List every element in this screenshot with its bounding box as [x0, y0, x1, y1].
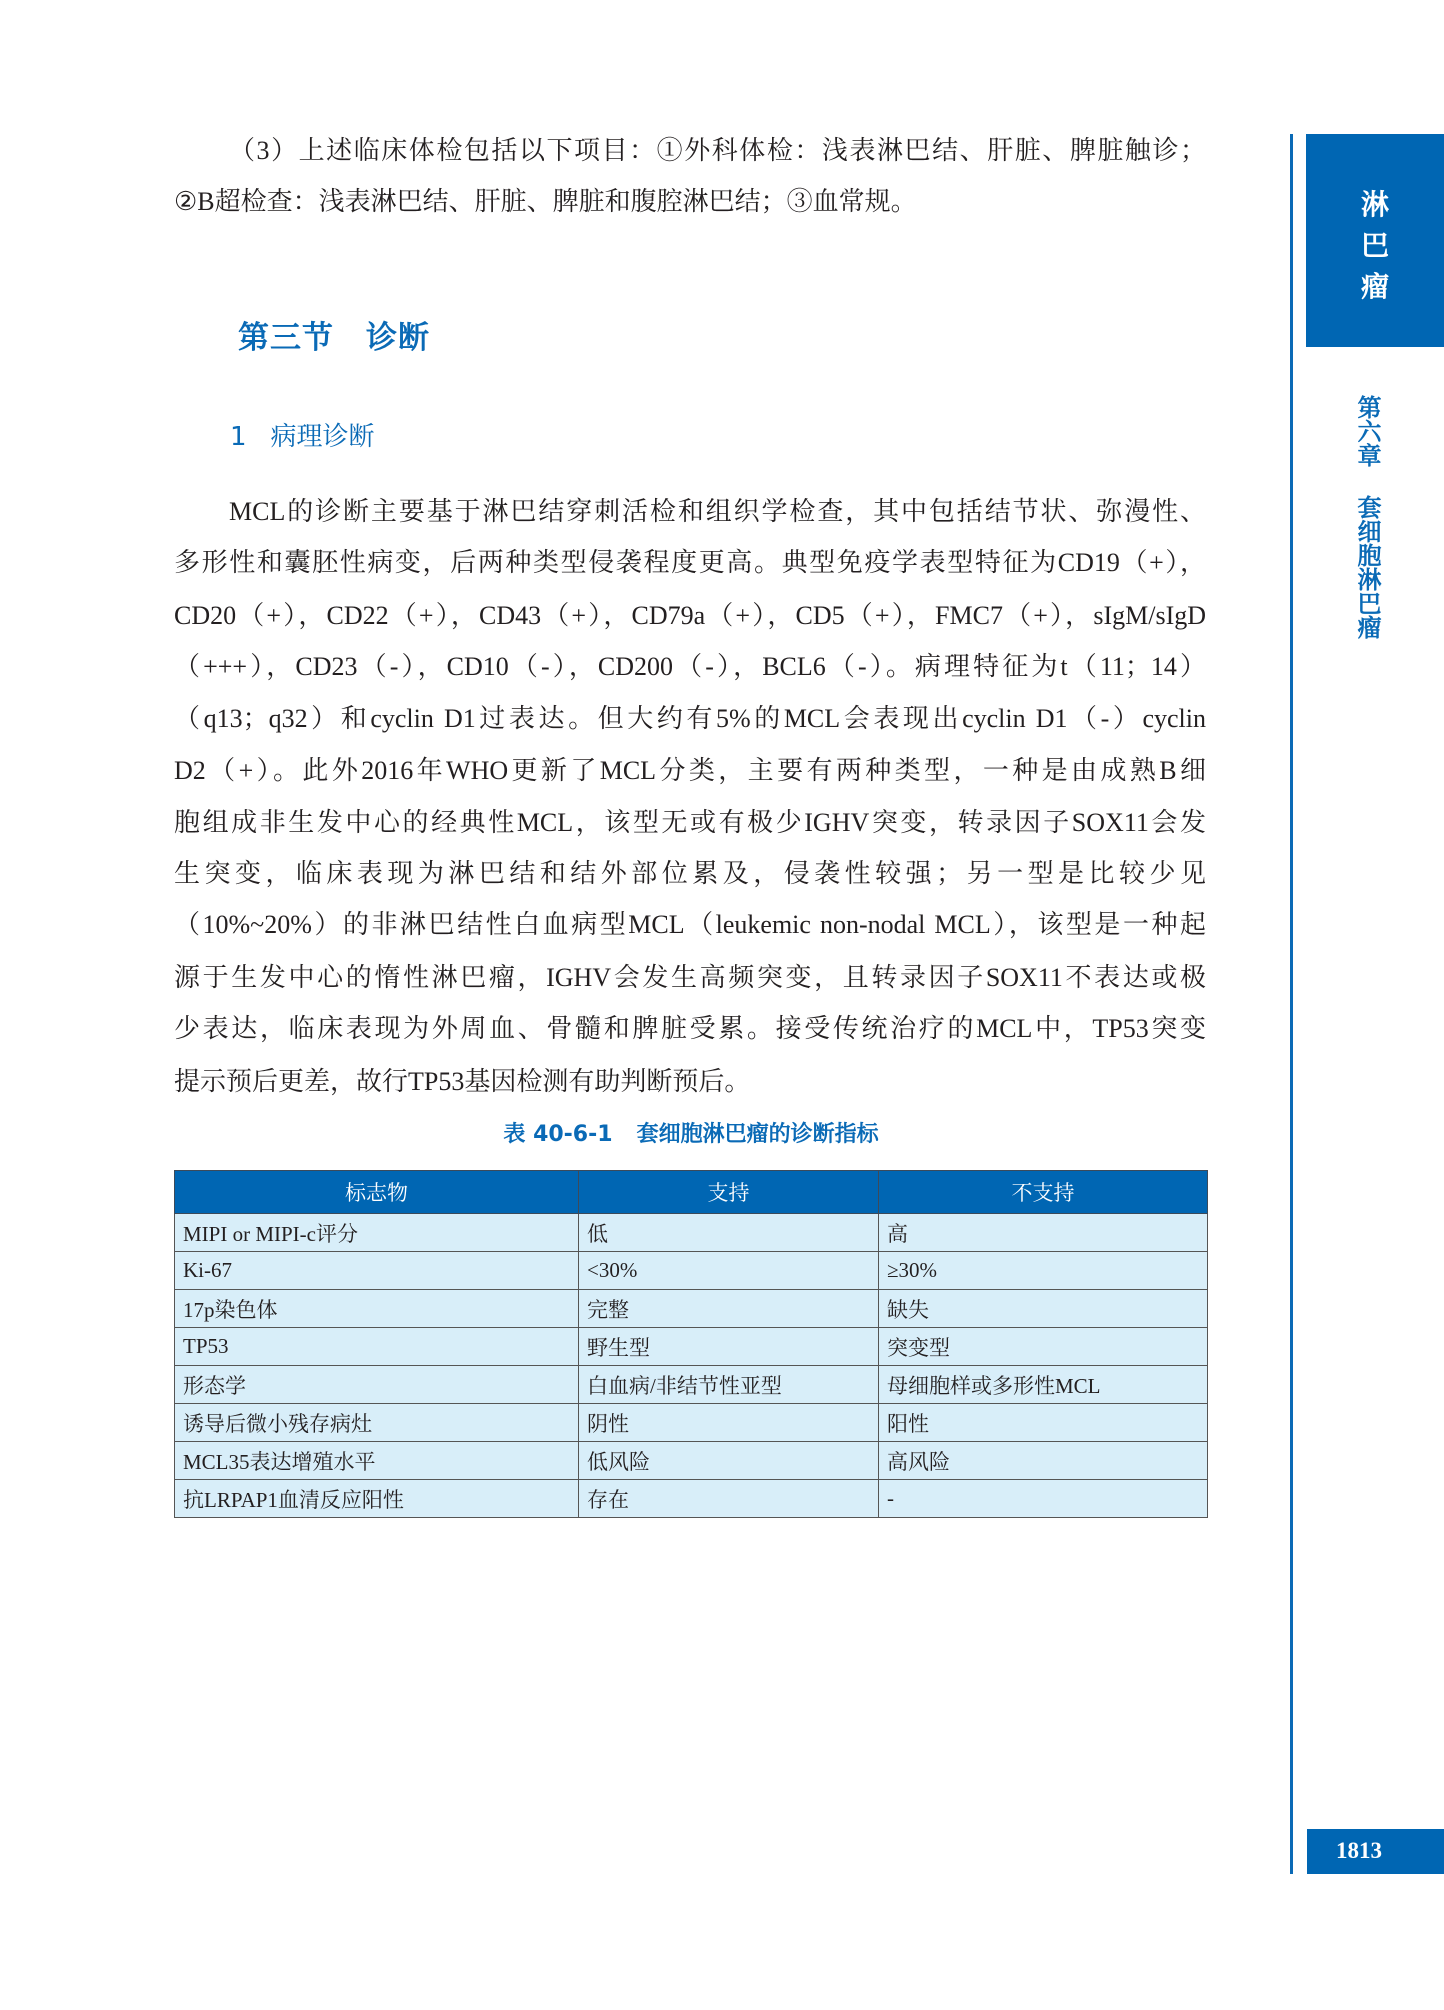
subheading-title: 病理诊断	[270, 422, 375, 452]
table-caption-title: 套细胞淋巴瘤的诊断指标	[636, 1122, 879, 1147]
mcl-paragraph-line: 多形性和囊胚性病变，后两种类型侵袭程度更高。典型免疫学表型特征为CD19（+），	[174, 548, 1206, 577]
marker-cell: 形态学	[175, 1366, 579, 1404]
mcl-paragraph-line: 少表达，临床表现为外周血、骨髓和脾脏受累。接受传统治疗的MCL中，TP53突变	[174, 1014, 1206, 1043]
chapter-title: 套细胞淋巴瘤	[1353, 495, 1379, 639]
header-not-supports: 不支持	[879, 1171, 1208, 1214]
tab-char: 淋	[1360, 188, 1389, 221]
supports-cell: 阴性	[579, 1404, 879, 1442]
mcl-paragraph-line: 提示预后更差，故行TP53基因检测有助判断预后。	[174, 1067, 751, 1096]
mcl-paragraph-line: 胞组成非生发中心的经典性MCL，该型无或有极少IGHV突变，转录因子SOX11会发	[174, 808, 1206, 837]
marker-cell: 抗LRPAP1血清反应阳性	[175, 1480, 579, 1518]
supports-cell: 完整	[579, 1290, 879, 1328]
mcl-paragraph-line: （q13；q32）和cyclin D1过表达。但大约有5%的MCL会表现出cyclin D1（-）cyclin	[174, 704, 1206, 733]
not-supports-cell: 缺失	[879, 1290, 1208, 1328]
section-heading: 第三节 诊断	[238, 320, 430, 356]
marker-cell: MCL35表达增殖水平	[175, 1442, 579, 1480]
exam-paragraph-line: ②B超检查：浅表淋巴结、肝脏、脾脏和腹腔淋巴结；③血常规。	[174, 187, 917, 216]
not-supports-cell: ≥30%	[879, 1252, 1208, 1290]
supports-cell: 存在	[579, 1480, 879, 1518]
supports-cell: 低	[579, 1214, 879, 1252]
supports-cell: 低风险	[579, 1442, 879, 1480]
tab-char: 巴	[1360, 229, 1389, 262]
mcl-paragraph-line: CD20（+），CD22（+），CD43（+），CD79a（+），CD5（+），FMC7（+），sIgM/sIgD	[174, 601, 1206, 630]
chapter-running-title	[1352, 395, 1380, 639]
subheading	[230, 416, 375, 453]
table-row	[175, 1252, 1208, 1290]
mcl-paragraph-line: 生突变，临床表现为淋巴结和结外部位累及，侵袭性较强；另一型是比较少见	[174, 859, 1206, 888]
margin-rule	[1290, 134, 1293, 1874]
table-row	[175, 1290, 1208, 1328]
tab-char: 瘤	[1360, 270, 1389, 303]
header-supports: 支持	[579, 1171, 879, 1214]
not-supports-cell: 突变型	[879, 1328, 1208, 1366]
mcl-paragraph-line: （+++），CD23（-），CD10（-），CD200（-），BCL6（-）。病理特征为t（11；14）	[174, 652, 1206, 681]
table-row	[175, 1480, 1208, 1518]
exam-paragraph-line: （3）上述临床体检包括以下项目：①外科体检：浅表淋巴结、肝脏、脾脏触诊；	[229, 136, 1206, 165]
marker-cell: 17p染色体	[175, 1290, 579, 1328]
table-caption	[174, 1117, 1208, 1148]
diagnostic-criteria-table	[174, 1170, 1208, 1518]
page-number-box	[1307, 1829, 1444, 1874]
table-row	[175, 1442, 1208, 1480]
page-number: 1813	[1336, 1838, 1382, 1863]
mcl-paragraph-line: MCL的诊断主要基于淋巴结穿刺活检和组织学检查，其中包括结节状、弥漫性、	[229, 497, 1206, 526]
not-supports-cell: 高	[879, 1214, 1208, 1252]
table-header-row	[175, 1171, 1208, 1214]
table-row	[175, 1328, 1208, 1366]
supports-cell: <30%	[579, 1252, 879, 1290]
supports-cell: 野生型	[579, 1328, 879, 1366]
header-marker: 标志物	[175, 1171, 579, 1214]
marker-cell: Ki-67	[175, 1252, 579, 1290]
supports-cell: 白血病/非结节性亚型	[579, 1366, 879, 1404]
table-caption-number: 表 40-6-1	[503, 1122, 613, 1147]
table-row	[175, 1214, 1208, 1252]
book-section-tab	[1306, 134, 1444, 347]
not-supports-cell: 阳性	[879, 1404, 1208, 1442]
marker-cell: 诱导后微小残存病灶	[175, 1404, 579, 1442]
mcl-paragraph-line: 源于生发中心的惰性淋巴瘤，IGHV会发生高频突变，且转录因子SOX11不表达或极	[174, 963, 1206, 992]
marker-cell: MIPI or MIPI-c评分	[175, 1214, 579, 1252]
table-row	[175, 1404, 1208, 1442]
mcl-paragraph-line: D2（+）。此外2016年WHO更新了MCL分类，主要有两种类型，一种是由成熟B细	[174, 756, 1206, 785]
mcl-paragraph-line: （10%~20%）的非淋巴结性白血病型MCL（leukemic non-nodal MCL），该型是一种起	[174, 910, 1206, 939]
not-supports-cell: 母细胞样或多形性MCL	[879, 1366, 1208, 1404]
not-supports-cell: -	[879, 1480, 1208, 1518]
table-row	[175, 1366, 1208, 1404]
not-supports-cell: 高风险	[879, 1442, 1208, 1480]
subheading-number: 1	[230, 422, 247, 452]
marker-cell: TP53	[175, 1328, 579, 1366]
chapter-number: 第六章	[1353, 395, 1379, 467]
